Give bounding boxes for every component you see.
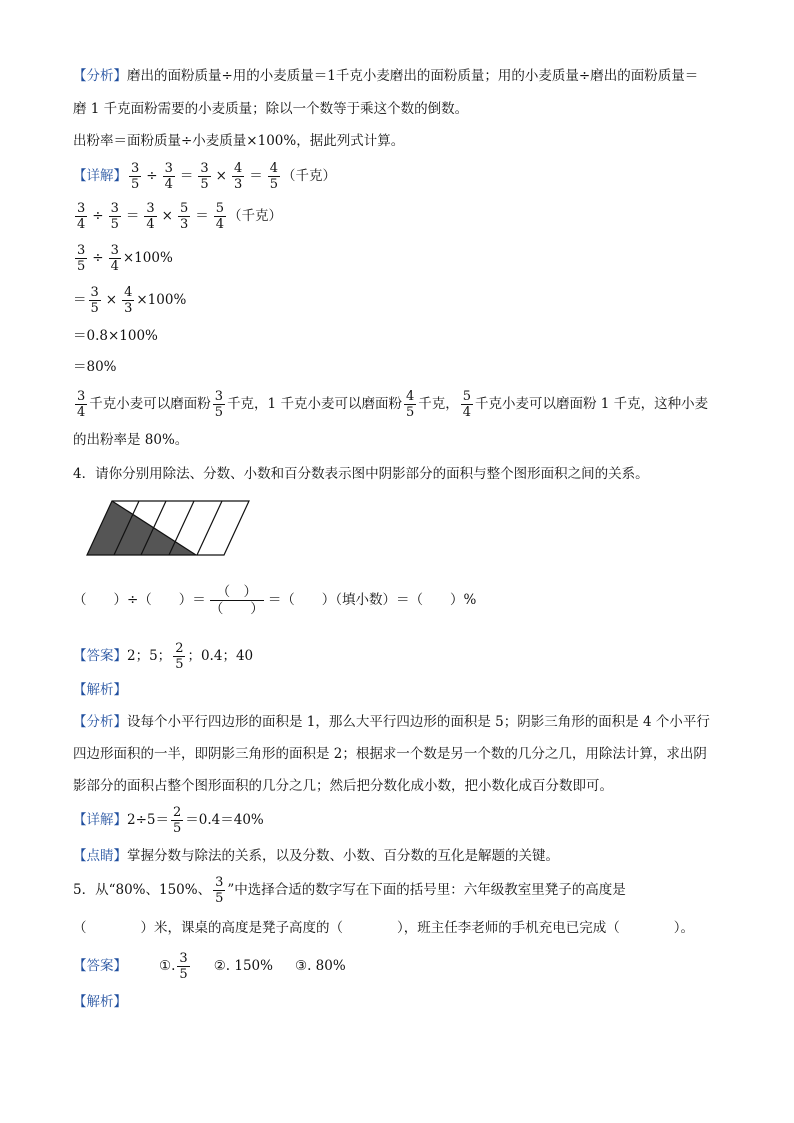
conclusion-line-2: 的出粉率是 80%。 [73, 432, 189, 448]
question-4-answer: 【答案】2；5； $\frac{2}{5}$ ；0.4；40 [73, 641, 254, 672]
equation-6: ＝80% [73, 359, 117, 375]
equation-4: ＝ $\frac{3}{5}$ × $\frac{4}{3}$ ×100% [73, 285, 187, 316]
question-4-stem: 4．请你分别用除法、分数、小数和百分数表示图中阴影部分的面积与整个图形面积之间的关系。 [73, 466, 649, 482]
fraction: $\frac{4}{5}$ [269, 161, 279, 192]
q5-jiexi-tag: 【解析】 [73, 994, 127, 1010]
question-5-answer: 【答案】 ①. $\frac{3}{5}$ ②. 150% ③. 80% [73, 951, 346, 982]
answer-tag: 【答案】 [73, 648, 127, 664]
fenxi-tag: 【分析】 [73, 68, 127, 84]
fraction: $\frac{3}{5}$ [179, 951, 188, 982]
parallelogram-svg [86, 499, 256, 559]
equation-3: $\frac{3}{5}$ ÷ $\frac{3}{4}$ ×100% [77, 243, 173, 274]
xiangjie-tag: 【详解】 [73, 168, 127, 184]
q4-analysis-line-1: 【分析】设每个小平行四边形的面积是 1，那么大平行四边形的面积是 5；阴影三角形的面积是 4 个小平行 [73, 714, 710, 730]
question-5-line-2: （ ）米，课桌的高度是凳子高度的（ ），班主任李老师的手机充电已完成（ ）。 [73, 920, 694, 936]
fraction: $\frac{3}{5}$ [131, 161, 140, 192]
q4-dianjing: 【点睛】掌握分数与除法的关系，以及分数、小数、百分数的互化是解题的关键。 [73, 848, 559, 864]
divider-line [197, 501, 222, 555]
fraction: $\frac{3}{5}$ [110, 201, 119, 232]
fraction: $\frac{3}{5}$ [200, 161, 209, 192]
analysis-line-1: 【分析】磨出的面粉质量÷用的小麦质量＝1千克小麦磨出的面粉质量；用的小麦质量÷磨出的面粉质量＝ [73, 68, 699, 84]
fraction: $\frac{3}{5}$ [215, 875, 224, 906]
question-5-stem: 5．从“80%、150%、 $\frac{3}{5}$ ”中选择合适的数字写在下面的括号里：六年级教室里凳子的高度是 [73, 875, 626, 906]
equation-5: ＝0.8×100% [73, 328, 158, 344]
fraction: $\frac{3}{5}$ [90, 285, 99, 316]
fraction: $\frac{4}{5}$ [405, 389, 415, 420]
fraction: $\frac{4}{3}$ [124, 285, 133, 316]
fraction: $\frac{2}{5}$ [173, 805, 182, 836]
fraction: $\frac{5}{3}$ [179, 201, 189, 232]
equation-1: 【详解】 $\frac{3}{5}$ ÷ $\frac{3}{4}$ ＝ $\frac{3}{5}$ × $\frac{4}{3}$ ＝ $\frac{4}{5}$ （千克） [73, 161, 337, 192]
fraction: $\frac{4}{3}$ [233, 161, 243, 192]
fraction: $\frac{3}{4}$ [77, 201, 86, 232]
q4-detail: 【详解】2÷5＝ $\frac{2}{5}$ ＝0.4＝40% [73, 805, 264, 836]
fraction: $\frac{3}{5}$ [214, 389, 224, 420]
fraction: $\frac{2}{5}$ [175, 641, 184, 672]
parallelogram-figure [86, 499, 256, 563]
fraction: $\frac{5}{4}$ [462, 389, 472, 420]
conclusion-line-1: $\frac{3}{4}$ 千克小麦可以磨面粉 $\frac{3}{5}$ 千克，1 千克小麦可以磨面粉 $\frac{4}{5}$ 千克， $\frac{5}{4}$ 千克小麦可以磨面粉 1 千克，这种小麦 [77, 389, 709, 420]
fraction: $\frac{3}{4}$ [164, 161, 173, 192]
q4-analysis-line-2: 四边形面积的一半，即阴影三角形的面积是 2；根据求一个数是另一个数的几分之几，用除法计算，求出阴 [73, 746, 707, 762]
shaded-triangle [87, 501, 196, 555]
equation-2: $\frac{3}{4}$ ÷ $\frac{3}{5}$ ＝ $\frac{3}{4}$ × $\frac{5}{3}$ ＝ $\frac{5}{4}$ （千克） [77, 201, 283, 232]
jiexi-tag: 【解析】 [73, 682, 127, 698]
analysis-line-2: 磨 1 千克面粉需要的小麦质量；除以一个数等于乘这个数的倒数。 [73, 101, 469, 117]
fraction: $\frac{3}{4}$ [146, 201, 155, 232]
fraction: $\frac{3}{4}$ [77, 389, 86, 420]
q4-analysis-line-3: 影部分的面积占整个图形面积的几分之几；然后把分数化成小数，把小数化成百分数即可。 [73, 778, 613, 794]
question-4-blanks: （ ）÷（ ）＝ $\frac{( )}{( )}$ ＝（ ）（填小数）＝（ ）% [73, 584, 477, 617]
fraction: $\frac{3}{4}$ [110, 243, 119, 274]
analysis-line-3: 出粉率＝面粉质量÷小麦质量×100%，据此列式计算。 [73, 133, 405, 149]
blank-fraction: $\frac{( )}{( )}$ [209, 584, 264, 617]
fraction: $\frac{5}{4}$ [215, 201, 225, 232]
fraction: $\frac{3}{5}$ [77, 243, 86, 274]
